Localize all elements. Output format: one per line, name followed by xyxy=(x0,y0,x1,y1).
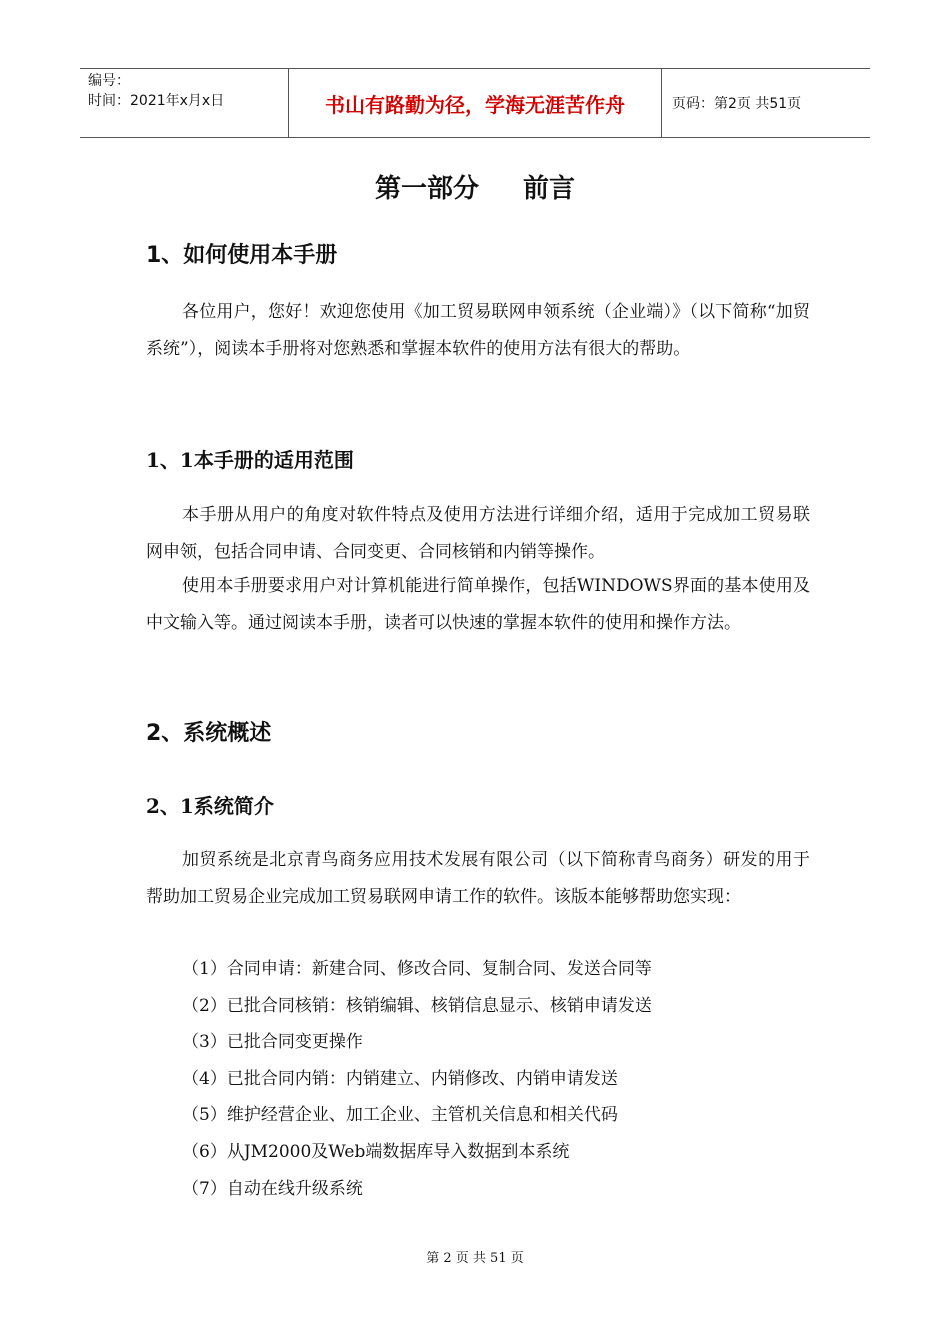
list-item: （7）自动在线升级系统 xyxy=(182,1178,363,1199)
part-title xyxy=(0,168,950,205)
header-page-info: 页码：第2页 共51页 xyxy=(672,96,802,112)
section-1-paragraph: 各位用户，您好！欢迎您使用《加工贸易联网申领系统（企业端）》（以下简称“加贸系统”），阅读本手册将对您熟悉和掌握本软件的使用方法有很大的帮助。 xyxy=(146,302,810,359)
page-footer: 第 2 页 共 51 页 xyxy=(426,1251,524,1266)
header-time-label: 时间：2021年x月x日 xyxy=(88,93,225,109)
section-1-1-paragraph-2: 使用本手册要求用户对计算机能进行简单操作，包括WINDOWS界面的基本使用及中文输入等。通过阅读本手册，读者可以快速的掌握本软件的使用和操作方法。 xyxy=(146,576,810,633)
list-item: （2）已批合同核销：核销编辑、核销信息显示、核销申请发送 xyxy=(182,995,652,1016)
list-item: （3）已批合同变更操作 xyxy=(182,1032,363,1053)
part-title-part: 第一部分 xyxy=(374,174,479,204)
section-2-heading: 2、系统概述 xyxy=(146,721,272,746)
section-2-1-paragraph: 加贸系统是北京青鸟商务应用技术发展有限公司（以下简称青鸟商务）研发的用于帮助加工贸易企业完成加工贸易联网申请工作的软件。该版本能够帮助您实现： xyxy=(146,850,810,907)
feature-list xyxy=(182,951,652,1207)
list-item: （6）从JM2000及Web端数据库导入数据到本系统 xyxy=(182,1141,570,1162)
list-item: （4）已批合同内销：内销建立、内销修改、内销申请发送 xyxy=(182,1068,618,1089)
section-2-1-heading: 2、1系统简介 xyxy=(146,794,274,818)
header-meta xyxy=(80,69,289,137)
section-1-1-paragraph-1: 本手册从用户的角度对软件特点及使用方法进行详细介绍，适用于完成加工贸易联网申领，包括合同申请、合同变更、合同核销和内销等操作。 xyxy=(146,505,810,562)
header-number-label: 编号： xyxy=(88,73,130,89)
section-1-1-heading: 1、1本手册的适用范围 xyxy=(146,448,354,472)
part-title-name: 前言 xyxy=(523,174,576,204)
section-1-heading: 1、如何使用本手册 xyxy=(146,243,338,268)
header-motto: 书山有路勤为径，学海无涯苦作舟 xyxy=(289,69,662,137)
list-item: （1）合同申请：新建合同、修改合同、复制合同、发送合同等 xyxy=(182,959,652,979)
page-header xyxy=(80,68,870,138)
list-item: （5）维护经营企业、加工企业、主管机关信息和相关代码 xyxy=(182,1105,618,1126)
